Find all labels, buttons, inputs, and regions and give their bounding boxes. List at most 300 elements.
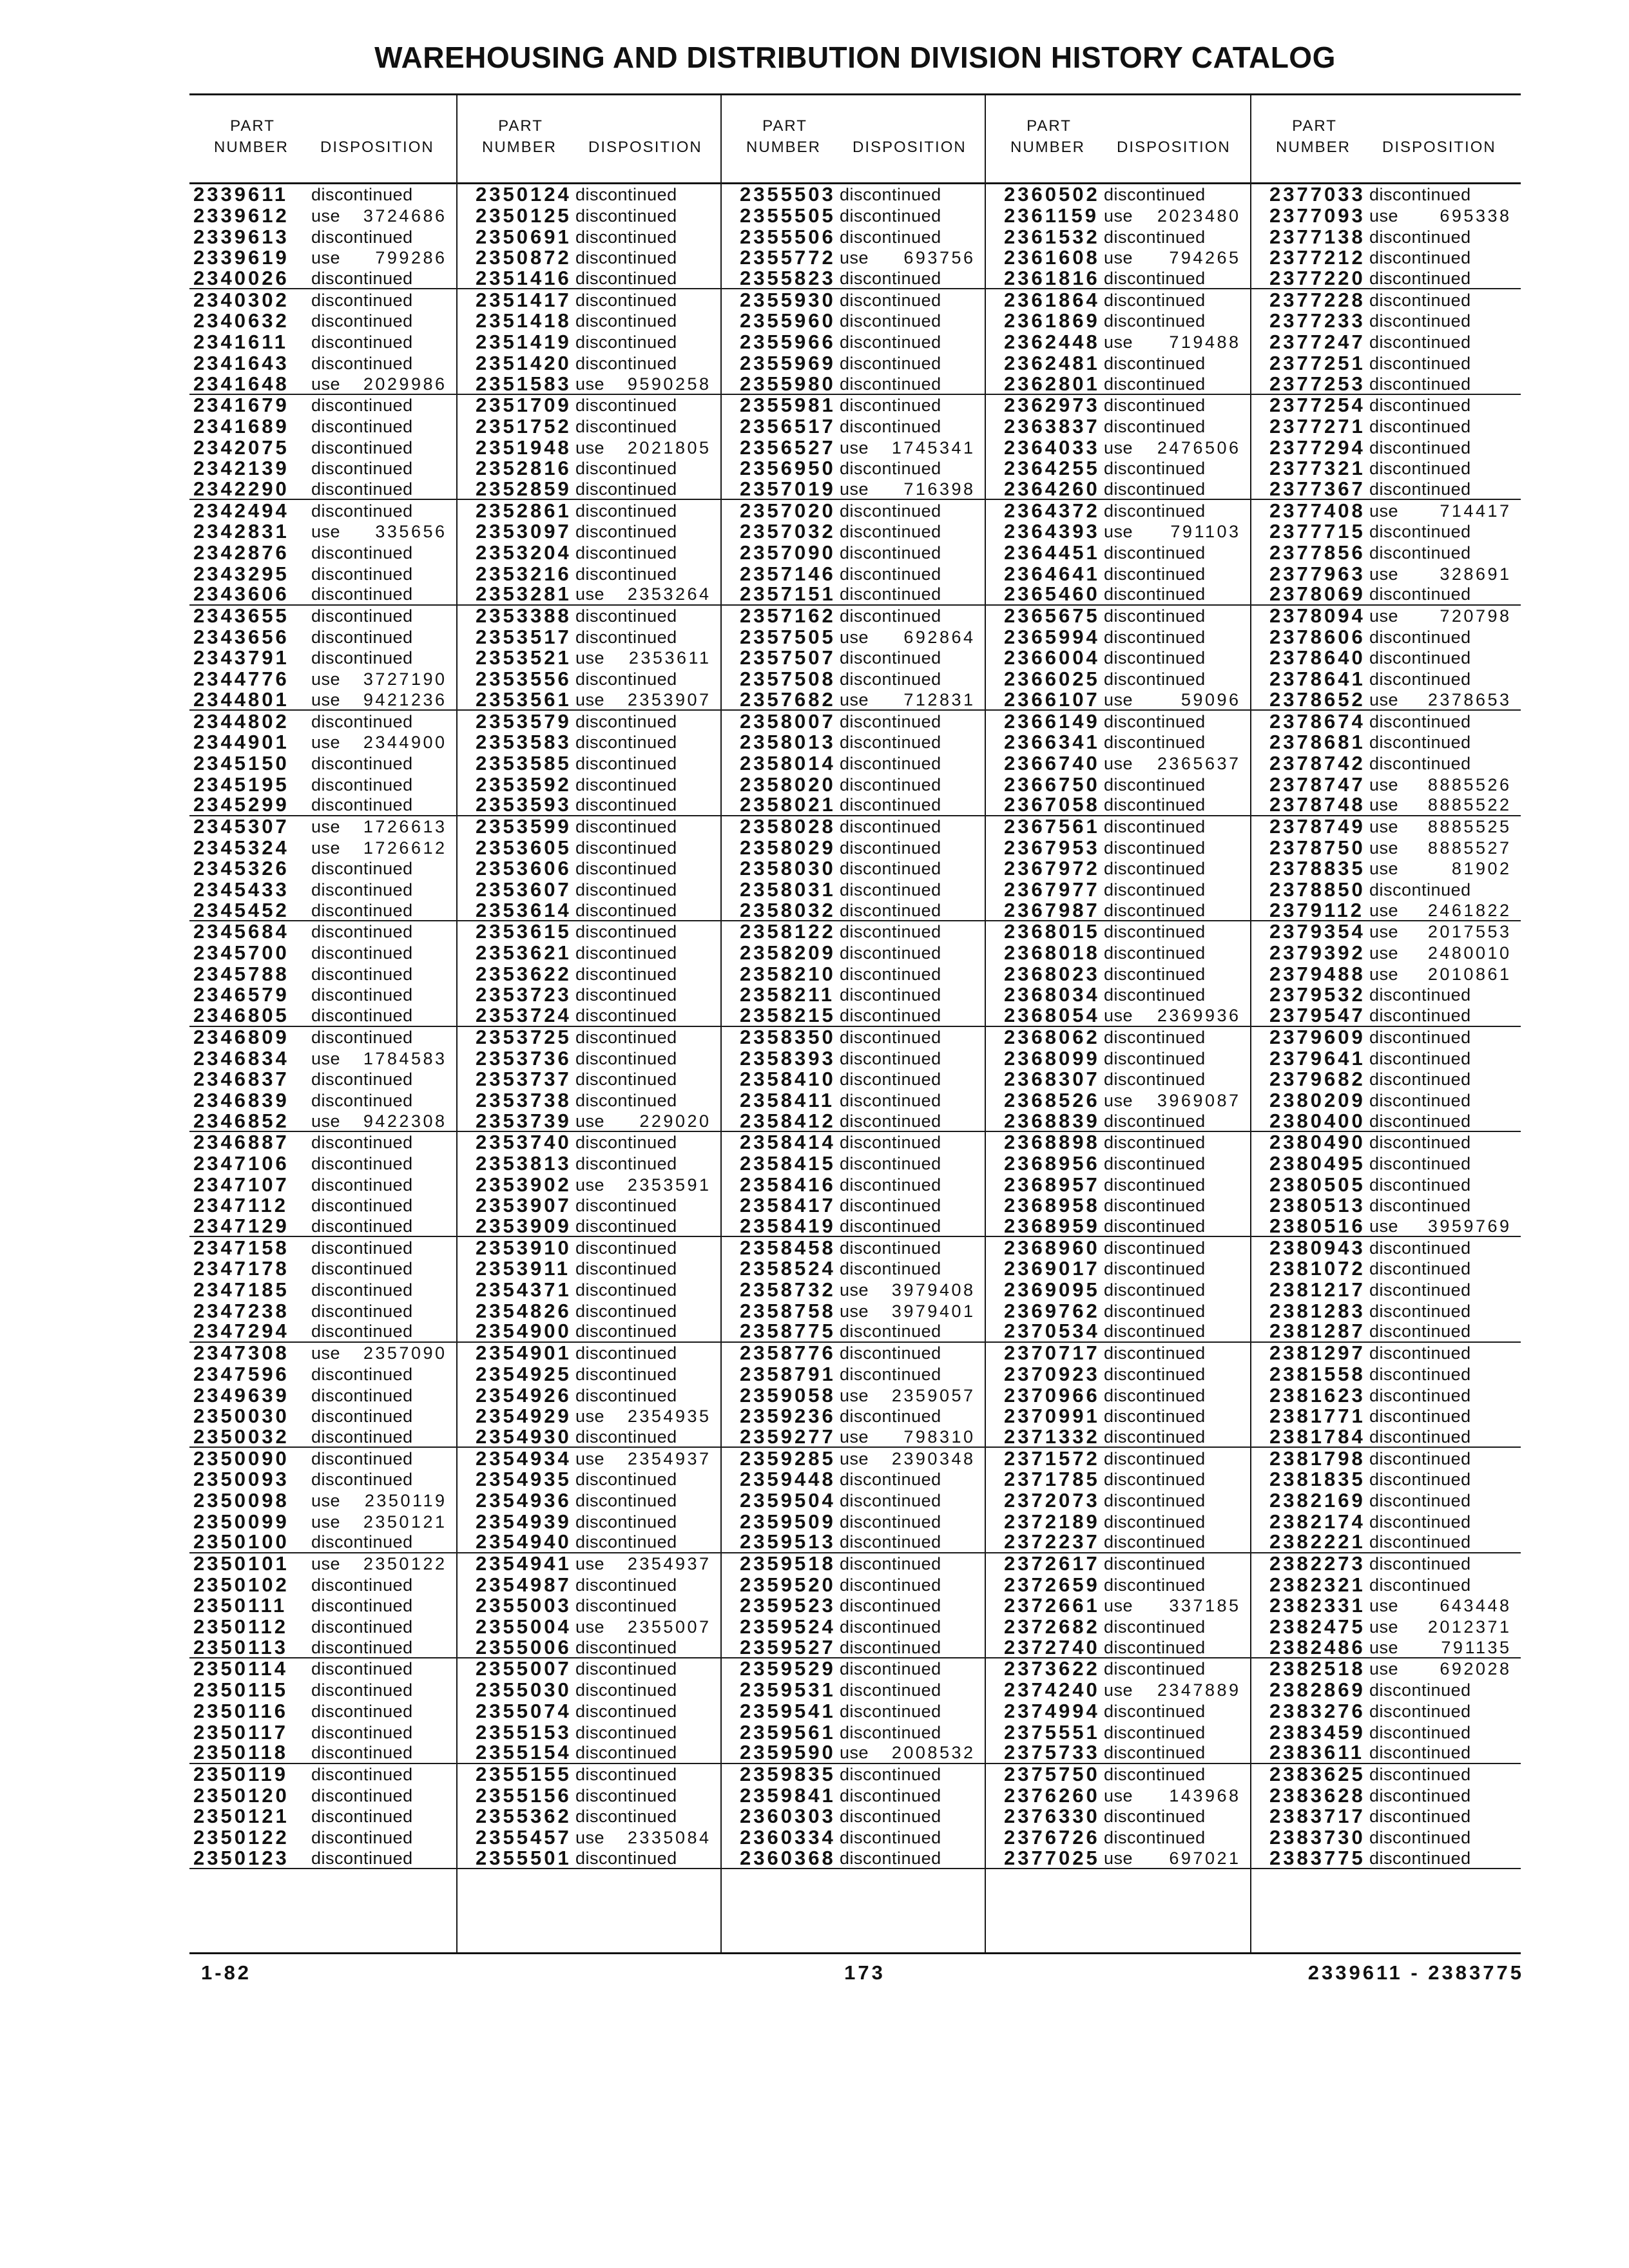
disposition-status: discontinued [840, 1321, 941, 1341]
disposition-status: discontinued [840, 1680, 941, 1700]
disposition [575, 1786, 720, 1805]
part-number: 2350872 [476, 246, 572, 269]
disposition-status: discontinued [1369, 1280, 1471, 1300]
disposition-status: discontinued [840, 1490, 941, 1510]
disposition-status: discontinued [1104, 1807, 1206, 1827]
catalog-entry [1251, 921, 1521, 943]
catalog-entry [1251, 837, 1521, 858]
catalog-entry [189, 1237, 456, 1258]
disposition-status: discontinued [1369, 669, 1471, 689]
catalog-entry [722, 648, 985, 669]
disposition-status: discontinued [575, 774, 677, 794]
replacement-part-number: 2350119 [364, 1490, 447, 1510]
catalog-entry [189, 1701, 456, 1722]
disposition [840, 311, 985, 331]
disposition [311, 754, 456, 773]
disposition [575, 628, 720, 647]
replacement-part-number: 2353907 [627, 689, 711, 709]
disposition-status: discontinued [840, 1659, 941, 1679]
disposition-status: discontinued [1369, 1027, 1471, 1047]
disposition-status: discontinued [575, 1343, 677, 1363]
part-number: 2358416 [740, 1173, 836, 1196]
disposition-status: discontinued [840, 1848, 941, 1868]
disposition [311, 1091, 456, 1110]
catalog-entry [986, 1722, 1250, 1743]
catalog-entry [458, 879, 720, 901]
part-number: 2346837 [193, 1068, 289, 1091]
catalog-entry [1251, 732, 1521, 753]
disposition [1369, 1743, 1521, 1762]
part-number: 2355007 [476, 1657, 572, 1680]
use-label: use [311, 1554, 341, 1574]
part-number: 2360334 [740, 1825, 836, 1849]
catalog-entry [189, 1490, 456, 1512]
disposition [1104, 1554, 1250, 1573]
catalog-entry [189, 1406, 456, 1427]
disposition [840, 1111, 985, 1131]
disposition-status: discontinued [575, 816, 677, 836]
part-number: 2382221 [1269, 1530, 1365, 1553]
disposition-status: discontinued [311, 1680, 413, 1700]
use-label: use [575, 584, 605, 604]
use-label: use [1369, 838, 1399, 858]
disposition [575, 354, 720, 373]
disposition [840, 479, 985, 499]
disposition-status: discontinued [840, 1575, 941, 1595]
part-number: 2344801 [193, 687, 289, 711]
disposition [1104, 1807, 1250, 1826]
catalog-entry [986, 1553, 1250, 1575]
disposition [311, 522, 456, 541]
disposition [311, 1596, 456, 1615]
disposition [575, 1680, 720, 1700]
catalog-entry [458, 1237, 720, 1258]
part-number: 2377247 [1269, 331, 1365, 354]
disposition-status: discontinued [840, 1216, 941, 1236]
disposition-status: discontinued [311, 943, 413, 963]
catalog-column-4 [985, 95, 1250, 1952]
disposition [311, 1723, 456, 1742]
part-number: 2343656 [193, 625, 289, 648]
disposition-status: discontinued [311, 648, 413, 668]
catalog-entry [722, 353, 985, 374]
disposition [840, 943, 985, 963]
replacement-part-number: 720798 [1440, 606, 1512, 626]
part-number: 2350032 [193, 1425, 289, 1448]
part-number: 2350112 [193, 1615, 288, 1639]
catalog-entry [189, 1427, 456, 1448]
disposition-status: discontinued [575, 1490, 677, 1510]
catalog-entry [722, 774, 985, 795]
part-number: 2361608 [1004, 246, 1100, 269]
part-number: 2347178 [193, 1257, 289, 1280]
use-label: use [311, 816, 341, 836]
part-number: 2355823 [740, 267, 836, 290]
part-number: 2339612 [193, 204, 289, 227]
part-number: 2345150 [193, 751, 289, 774]
disposition [840, 733, 985, 752]
replacement-part-number: 791103 [1170, 522, 1241, 542]
part-number: 2382486 [1269, 1635, 1365, 1658]
catalog-entry [1251, 963, 1521, 985]
disposition [575, 1238, 720, 1258]
header-number-label: NUMBER [1276, 139, 1351, 156]
part-number: 2366341 [1004, 731, 1100, 754]
disposition [1369, 1659, 1521, 1678]
disposition-status: discontinued [311, 795, 413, 815]
replacement-part-number: 1726613 [363, 816, 447, 836]
disposition [311, 1343, 456, 1363]
disposition [311, 1175, 456, 1195]
part-number: 2377294 [1269, 436, 1365, 459]
part-number: 2377033 [1269, 183, 1365, 206]
disposition-status: discontinued [311, 1133, 413, 1153]
disposition-status: discontinued [840, 922, 941, 942]
part-number: 2359835 [740, 1762, 836, 1785]
part-number: 2361869 [1004, 309, 1100, 332]
part-number: 2345788 [193, 962, 289, 985]
part-number: 2375750 [1004, 1762, 1100, 1785]
disposition-status: discontinued [311, 1027, 413, 1047]
catalog-entry [189, 1532, 456, 1553]
disposition [840, 795, 985, 814]
catalog-entry [1251, 1321, 1521, 1343]
disposition-status: discontinued [575, 1321, 677, 1341]
disposition [840, 1617, 985, 1637]
header-disposition-label: DISPOSITION [1117, 139, 1231, 156]
part-number: 2355772 [740, 246, 836, 269]
disposition-status: discontinued [1369, 1785, 1471, 1805]
disposition-status: discontinued [575, 206, 677, 226]
part-number: 2358021 [740, 793, 836, 816]
part-number: 2358791 [740, 1362, 836, 1385]
disposition-status: discontinued [1104, 1385, 1206, 1405]
disposition [840, 1175, 985, 1195]
catalog-entry [722, 1069, 985, 1090]
catalog-entry [986, 1680, 1250, 1701]
disposition-status: discontinued [840, 964, 941, 984]
disposition-status: discontinued [311, 1238, 413, 1258]
catalog-entry [722, 1574, 985, 1595]
use-label: use [1369, 1596, 1399, 1616]
disposition-status: discontinued [1369, 437, 1471, 457]
disposition-status: discontinued [1369, 1070, 1471, 1090]
catalog-entry [458, 1658, 720, 1680]
replacement-part-number: 2350121 [363, 1512, 447, 1532]
catalog-entry [986, 247, 1250, 269]
disposition-status: discontinued [575, 1596, 677, 1616]
part-number: 2341679 [193, 394, 289, 417]
catalog-entry [986, 1701, 1250, 1722]
catalog-entry [189, 732, 456, 753]
use-label: use [1369, 795, 1399, 815]
replacement-part-number: 692028 [1440, 1659, 1512, 1679]
replacement-part-number: 9590258 [627, 374, 711, 394]
part-number: 2353204 [476, 541, 572, 564]
catalog-entry [1251, 458, 1521, 479]
part-number: 2370534 [1004, 1320, 1100, 1343]
catalog-entry [722, 1658, 985, 1680]
disposition [840, 564, 985, 584]
disposition-status: discontinued [1104, 1321, 1206, 1341]
disposition [575, 185, 720, 204]
disposition [575, 522, 720, 541]
disposition-status: discontinued [840, 332, 941, 352]
catalog-entry [1251, 1300, 1521, 1321]
part-number: 2342831 [193, 520, 289, 543]
part-number: 2355074 [476, 1699, 572, 1722]
use-label: use [311, 522, 341, 542]
disposition [840, 1070, 985, 1089]
catalog-column-2 [456, 95, 720, 1952]
part-number: 2378850 [1269, 878, 1365, 901]
disposition-status: discontinued [311, 227, 413, 247]
replacement-part-number: 3959769 [1427, 1216, 1512, 1236]
catalog-entry [458, 1448, 720, 1469]
part-number: 2359277 [740, 1425, 836, 1448]
part-number: 2357090 [740, 541, 836, 564]
disposition-status: discontinued [311, 774, 413, 794]
use-label: use [1104, 753, 1133, 773]
disposition-status: discontinued [1369, 1364, 1471, 1384]
replacement-part-number: 2347889 [1157, 1680, 1241, 1700]
use-label: use [575, 689, 605, 709]
disposition-status: discontinued [1104, 964, 1206, 984]
part-number: 2381771 [1269, 1405, 1365, 1428]
disposition [1104, 754, 1250, 773]
disposition [575, 1723, 720, 1742]
use-label: use [1104, 689, 1133, 709]
catalog-entry [458, 837, 720, 858]
part-number: 2380400 [1269, 1109, 1365, 1132]
part-number: 2378606 [1269, 625, 1365, 648]
disposition [1369, 269, 1521, 288]
disposition [311, 1238, 456, 1258]
part-number: 2379609 [1269, 1025, 1365, 1048]
part-number: 2383717 [1269, 1805, 1365, 1828]
disposition [1369, 1028, 1521, 1047]
part-number: 2379532 [1269, 983, 1365, 1006]
part-number: 2353593 [476, 793, 572, 816]
part-number: 2353281 [476, 582, 572, 606]
header-part-label: PART [1292, 117, 1337, 135]
disposition-status: discontinued [840, 859, 941, 879]
part-number: 2362448 [1004, 331, 1100, 354]
replacement-part-number: 2353264 [627, 584, 711, 604]
part-number: 2367953 [1004, 836, 1100, 859]
use-label: use [840, 627, 869, 647]
catalog-entry [189, 1216, 456, 1238]
part-number: 2367561 [1004, 814, 1100, 838]
disposition-status: discontinued [311, 1259, 413, 1279]
disposition-status: discontinued [575, 1133, 677, 1153]
disposition [1369, 1280, 1521, 1300]
disposition-status: discontinued [840, 774, 941, 794]
disposition [1104, 374, 1250, 394]
part-number: 2353910 [476, 1236, 572, 1259]
part-number: 2353583 [476, 731, 572, 754]
disposition [840, 1427, 985, 1446]
catalog-entry [458, 795, 720, 816]
part-number: 2378652 [1269, 687, 1365, 711]
disposition-status: discontinued [1369, 1385, 1471, 1405]
catalog-entry [1251, 1617, 1521, 1638]
disposition-status: discontinued [1369, 1532, 1471, 1552]
disposition [575, 838, 720, 858]
catalog-entry [986, 985, 1250, 1006]
part-number: 2353909 [476, 1215, 572, 1238]
catalog-entry [1251, 1406, 1521, 1427]
part-number: 2353599 [476, 814, 572, 838]
disposition [575, 1807, 720, 1826]
disposition-status: discontinued [575, 1364, 677, 1384]
catalog-entry [1251, 1680, 1521, 1701]
catalog-entry [722, 416, 985, 437]
part-number: 2369095 [1004, 1278, 1100, 1302]
disposition [840, 1596, 985, 1615]
catalog-entry [986, 753, 1250, 774]
catalog-entry [1251, 543, 1521, 564]
replacement-part-number: 3724686 [363, 206, 447, 226]
disposition [575, 1386, 720, 1405]
disposition-status: discontinued [575, 269, 677, 289]
disposition [1104, 1386, 1250, 1405]
part-number: 2368015 [1004, 920, 1100, 943]
disposition [840, 1449, 985, 1468]
disposition [575, 1028, 720, 1047]
disposition-status: discontinued [311, 311, 413, 331]
part-number: 2359841 [740, 1783, 836, 1807]
part-number: 2350115 [193, 1678, 288, 1702]
disposition-status: discontinued [840, 1196, 941, 1216]
disposition [1104, 206, 1250, 226]
disposition [840, 1216, 985, 1236]
disposition [840, 1006, 985, 1025]
disposition [840, 965, 985, 984]
catalog-entry [458, 289, 720, 311]
page-number: 173 [844, 1961, 885, 1984]
part-number: 2353725 [476, 1025, 572, 1048]
disposition [1104, 269, 1250, 288]
disposition [1369, 1512, 1521, 1532]
disposition-status: discontinued [311, 1637, 413, 1657]
part-number: 2357020 [740, 499, 836, 522]
catalog-entry [189, 963, 456, 985]
catalog-entry [1251, 1637, 1521, 1658]
catalog-entry [722, 479, 985, 501]
disposition [575, 880, 720, 899]
catalog-entry [1251, 900, 1521, 921]
part-number: 2353740 [476, 1131, 572, 1154]
disposition [311, 354, 456, 373]
disposition [840, 628, 985, 647]
catalog-entry [458, 711, 720, 732]
use-label: use [840, 479, 869, 499]
disposition-status: discontinued [840, 1827, 941, 1847]
part-number: 2353585 [476, 751, 572, 774]
disposition [311, 459, 456, 478]
disposition [840, 1407, 985, 1426]
disposition [1369, 374, 1521, 394]
part-number: 2357162 [740, 604, 836, 628]
part-number: 2377138 [1269, 225, 1365, 248]
catalog-entry [1251, 943, 1521, 964]
disposition [575, 227, 720, 247]
disposition-status: discontinued [311, 964, 413, 984]
catalog-entry [986, 1132, 1250, 1153]
catalog-entry [986, 563, 1250, 584]
catalog-entry [986, 1237, 1250, 1258]
disposition-status: discontinued [575, 1153, 677, 1173]
disposition [575, 1091, 720, 1110]
catalog-entry [1251, 879, 1521, 901]
disposition [311, 985, 456, 1004]
disposition [575, 1070, 720, 1089]
catalog-entry [189, 1848, 456, 1869]
part-number: 2350113 [193, 1635, 288, 1658]
catalog-entry [189, 1174, 456, 1195]
disposition [1104, 396, 1250, 415]
catalog-entry [189, 226, 456, 247]
disposition-status: discontinued [575, 606, 677, 626]
part-number: 2364260 [1004, 477, 1100, 500]
disposition [575, 1259, 720, 1278]
part-number: 2354925 [476, 1362, 572, 1385]
use-label: use [1369, 606, 1399, 626]
part-number: 2383459 [1269, 1720, 1365, 1744]
part-number: 2382174 [1269, 1510, 1365, 1533]
part-number: 2346579 [193, 983, 289, 1006]
disposition-status: discontinued [840, 1259, 941, 1279]
part-number: 2359523 [740, 1594, 836, 1617]
replacement-part-number: 2012371 [1427, 1617, 1512, 1637]
replacement-part-number: 794265 [1169, 248, 1241, 268]
disposition-status: discontinued [840, 1343, 941, 1363]
part-number: 2378835 [1269, 857, 1365, 880]
disposition [311, 1259, 456, 1278]
catalog-entry [722, 1743, 985, 1764]
part-number: 2377321 [1269, 457, 1365, 480]
part-number: 2376726 [1004, 1825, 1100, 1849]
disposition-status: discontinued [840, 1070, 941, 1090]
disposition [1104, 1111, 1250, 1131]
catalog-entry [1251, 332, 1521, 353]
catalog-entry [189, 1321, 456, 1343]
disposition [1104, 311, 1250, 331]
part-number: 2358414 [740, 1131, 836, 1154]
disposition [1104, 1091, 1250, 1110]
catalog-entry [986, 1153, 1250, 1175]
disposition [1369, 1491, 1521, 1510]
disposition-status: discontinued [840, 206, 941, 226]
part-number: 2354826 [476, 1299, 572, 1322]
part-number: 2350030 [193, 1405, 289, 1428]
part-number: 2378069 [1269, 582, 1365, 606]
disposition [840, 901, 985, 920]
disposition-status: discontinued [840, 1470, 941, 1490]
catalog-entry [189, 1385, 456, 1406]
disposition [311, 628, 456, 647]
disposition [575, 417, 720, 436]
part-number: 2383625 [1269, 1762, 1365, 1785]
disposition-status: discontinued [840, 1596, 941, 1616]
part-number: 2354371 [476, 1278, 572, 1302]
catalog-entry [458, 1490, 720, 1512]
catalog-entry [1251, 1385, 1521, 1406]
use-label: use [311, 669, 341, 689]
disposition [575, 901, 720, 920]
catalog-entry [458, 900, 720, 921]
